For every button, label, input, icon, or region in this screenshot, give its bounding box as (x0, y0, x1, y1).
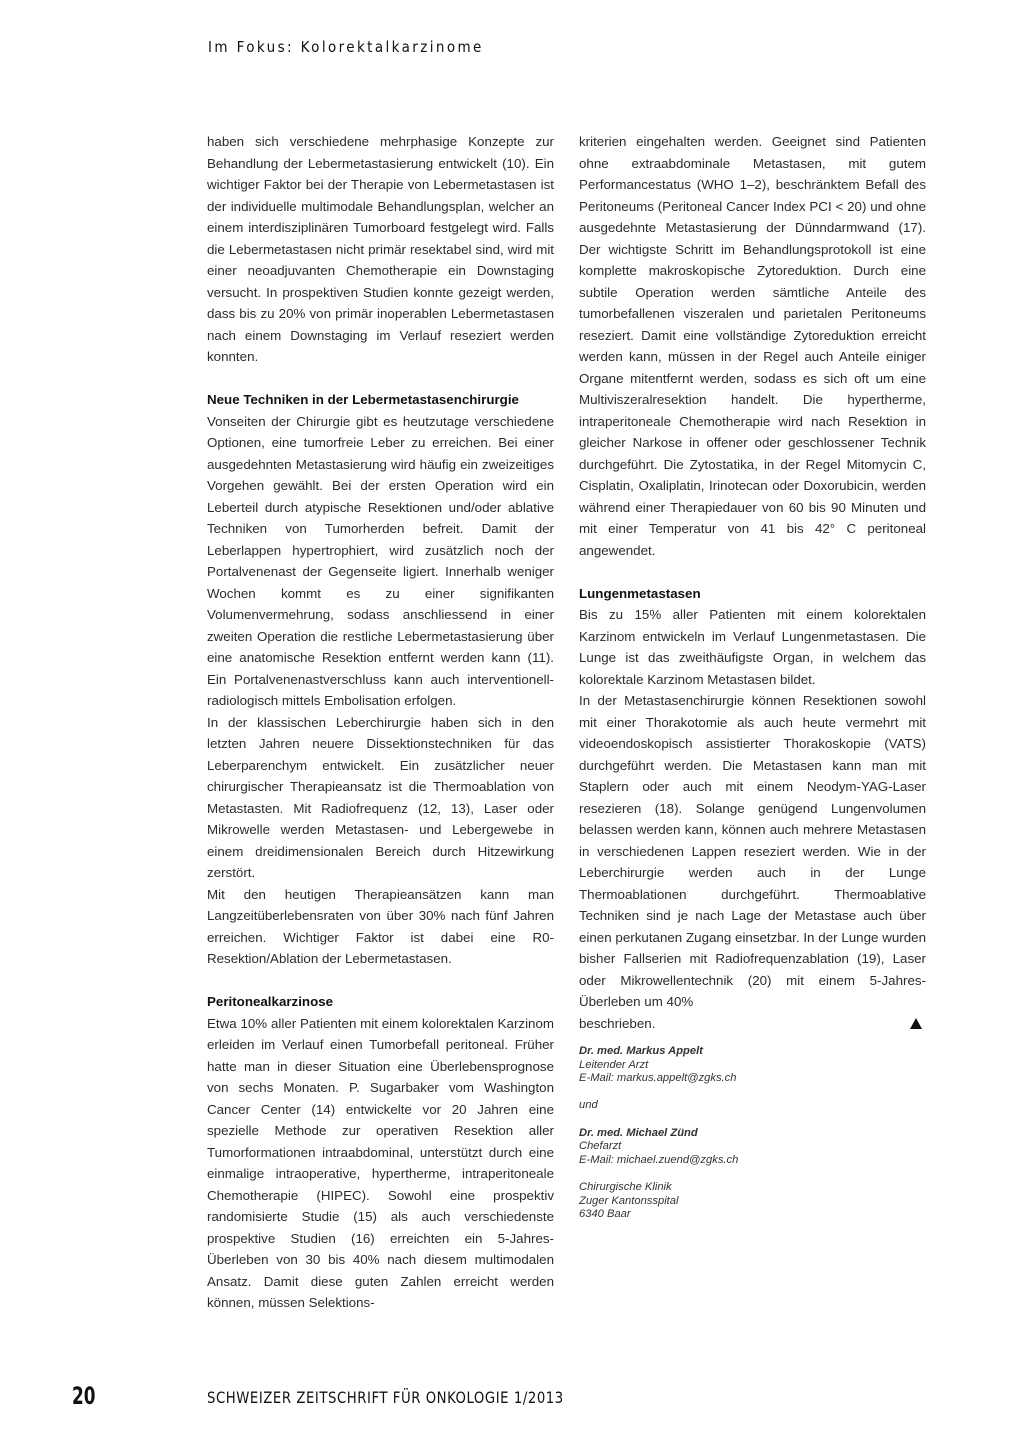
section-heading-peritoneal: Peritonealkarzinose (207, 994, 334, 1009)
section-heading-liver-techniques: Neue Techniken in der Lebermetastasenchirurgie (207, 392, 519, 407)
paragraph-gap (579, 561, 926, 583)
paragraph: In der klassischen Leberchirurgie haben sich in den letzten Jahren neuere Dissektionstechniken für das Leberparenchym entwickelt. Ein zusätzlicher neuer chirurgischer Therapieansatz ist die Thermoablation von Metastasten. Mit Radiofrequenz (12, 13), Laser oder Mikrowelle werden Metastasen- und Lebergewebe in einem dreidimensionalen Bereich durch Hitzewirkung zerstört. (207, 714, 554, 880)
page-number: 20 (72, 1382, 96, 1410)
spacer (579, 1086, 926, 1100)
author-email: E-Mail: markus.appelt@zgks.ch (579, 1072, 737, 1085)
right-column (579, 131, 926, 1222)
affiliation-city: 6340 Baar (579, 1208, 631, 1221)
running-title: Im Fokus: Kolorektalkarzinome (208, 38, 484, 56)
affiliation-hospital: Zuger Kantonsspital (579, 1194, 679, 1207)
article-end-line (579, 1013, 926, 1035)
section-heading-lung: Lungenmetastasen (579, 585, 701, 601)
spacer (579, 1113, 926, 1127)
paragraph: kriterien eingehalten werden. Geeignet sind Patienten ohne extraabdominale Metastasen, mit gutem Performancestatus (WHO 1–2), beschränktem Befall des Peritoneums (Peritoneal Cancer Index PCI < 20) und ohne ausgedehnte Metastasierung der Dünndarmwand (17). Der wichtigste Schritt im Behandlungsprotokoll ist eine komplette makroskopische Zytoreduktion. Durch eine subtile Operation werden sämtliche Anteile des tumorbefallenen viszeralen und parietalen Peritoneums reseziert. Damit eine vollständige Zytoreduktion erreicht werden kann, müssen in der Regel auch Anteile einiger Organe mitentfernt werden, sodass es sich oft um eine Multiviszeralresektion handelt. Die hypertherme, intraperitoneale Chemotherapie wird nach Resektion in gleicher Narkose in offener oder geschlossener Technik durchgeführt. Die Zytostatika, in der Regel Mitomycin C, Cisplatin, Oxaliplatin, Irinotecan oder Doxorubicin, werden während einer Therapiedauer von 60 bis 90 Minuten und mit einer Temperatur von 41 bis 42° C peritoneal angewendet. (579, 134, 926, 558)
paragraph: haben sich verschiedene mehrphasige Konzepte zur Behandlung der Lebermetastasierung entwickelt (10). Ein wichtiger Faktor bei der Therapie von Lebermetastasen ist der individuelle multimodale Behandlungsplan, welcher an einem interdisziplinären Tumorboard festgelegt wird. Falls die Lebermetastasen nicht primär resektabel sind, wird mit einer neoadjuvanten Chemotherapie ein Downstaging versucht. In prospektiven Studien konnte gezeigt werden, dass bis zu 20% von primär inoperablen Lebermetastasen nach einem Downstaging im Verlauf reseziert werden konnten. (207, 134, 554, 364)
triangle-up-icon (910, 1018, 922, 1029)
spacer (579, 1167, 926, 1181)
author-title: Chefarzt (579, 1140, 622, 1153)
left-column (207, 131, 554, 1314)
author-name: Dr. med. Markus Appelt (579, 1045, 703, 1057)
paragraph-gap (207, 368, 554, 390)
author-conjunction: und (579, 1099, 598, 1112)
paragraph: Bis zu 15% aller Patienten mit einem kolorektalen Karzinom entwickeln im Verlauf Lungenmetastasen. Die Lunge ist das zweithäufigste Organ, in welchem das kolorektale Karzinom Metastasen bildet. (579, 607, 926, 687)
paragraph-gap (207, 970, 554, 992)
author-email: E-Mail: michael.zuend@zgks.ch (579, 1153, 739, 1166)
affiliation-department: Chirurgische Klinik (579, 1180, 672, 1193)
paragraph: Etwa 10% aller Patienten mit einem kolorektalen Karzinom erleiden im Verlauf einen Tumorbefall peritoneal. Früher hatte man in dieser Situation eine Überlebensprognose von sechs Monaten. P. Sugarbaker vom Washington Cancer Center (14) entwickelte vor 20 Jahren eine spezielle Methode zur operativen Resektion aller Tumorformationen intraabdominal, unterstützt durch eine einmalige intraoperative, hypertherme, intraperitoneale Chemotherapie (HIPEC). Sowohl eine prospektiv randomisierte Studie (15) als auch verschiedenste prospektive Studien (16) erreichten ein 5-Jahres-Überleben von 30 bis 40% nach diesem multimodalen Ansatz. Damit diese guten Zahlen erreicht werden können, müssen Selektions- (207, 1015, 554, 1310)
author-name: Dr. med. Michael Zünd (579, 1126, 698, 1139)
author-block (579, 1045, 926, 1222)
author-title: Leitender Arzt (579, 1058, 649, 1071)
paragraph: Mit den heutigen Therapieansätzen kann man Langzeitüberlebensraten von über 30% nach fünf Jahren erreichen. Wichtiger Faktor ist dabei eine R0-Resektion/Ablation der Lebermetastasen. (207, 886, 554, 966)
paragraph: In der Metastasenchirurgie können Resektionen sowohl mit einer Thorakotomie als auch heute vermehrt mit videoendoskopisch assistierter Thorakoskopie (VATS) durchgeführt werden. Die Metastasen kann man mit Staplern oder auch mit einem Neodym-YAG-Laser resezieren (18). Solange genügend Lungenvolumen belassen werden kann, können auch mehrere Metastasen in verschiedenen Lappen reseziert werden. Wie in der Leberchirurgie werden auch in der Lunge Thermoablationen durchgeführt. Thermoablative Techniken sind je nach Lage der Metastase auch über einen perkutanen Zugang einsetzbar. In der Lunge wurden bisher Fallserien mit Radiofrequenzablation (19), Laser oder Mikrowellentechnik (20) mit einem 5-Jahres-Überleben um 40% (579, 693, 926, 1009)
paragraph: Vonseiten der Chirurgie gibt es heutzutage verschiedene Optionen, eine tumorfreie Leber zu erreichen. Bei einer ausgedehnten Metastasierung wird häufig ein zweizeitiges Vorgehen gewählt. Bei der ersten Operation wird ein Leberteil durch atypische Resektionen und/oder ablative Techniken von Tumorherden befreit. Damit der Leberlappen hypertrophiert, wird zusätzlich noch der Portalvenenast der Gegenseite ligiert. Innerhalb weniger Wochen kommt es zu einer signifikanten Volumenvermehrung, sodass anschliessend in einer zweiten Operation die restliche Lebermetastasierung über eine anatomische Resektion entfernt werden kann (11). Ein Portalvenenastverschluss kann auch interventionell-radiologisch mittels Embolisation erfolgen. (207, 413, 554, 708)
journal-footer: SCHWEIZER ZEITSCHRIFT FÜR ONKOLOGIE 1/2013 (207, 1388, 564, 1407)
paragraph-end: beschrieben. (579, 1015, 656, 1031)
